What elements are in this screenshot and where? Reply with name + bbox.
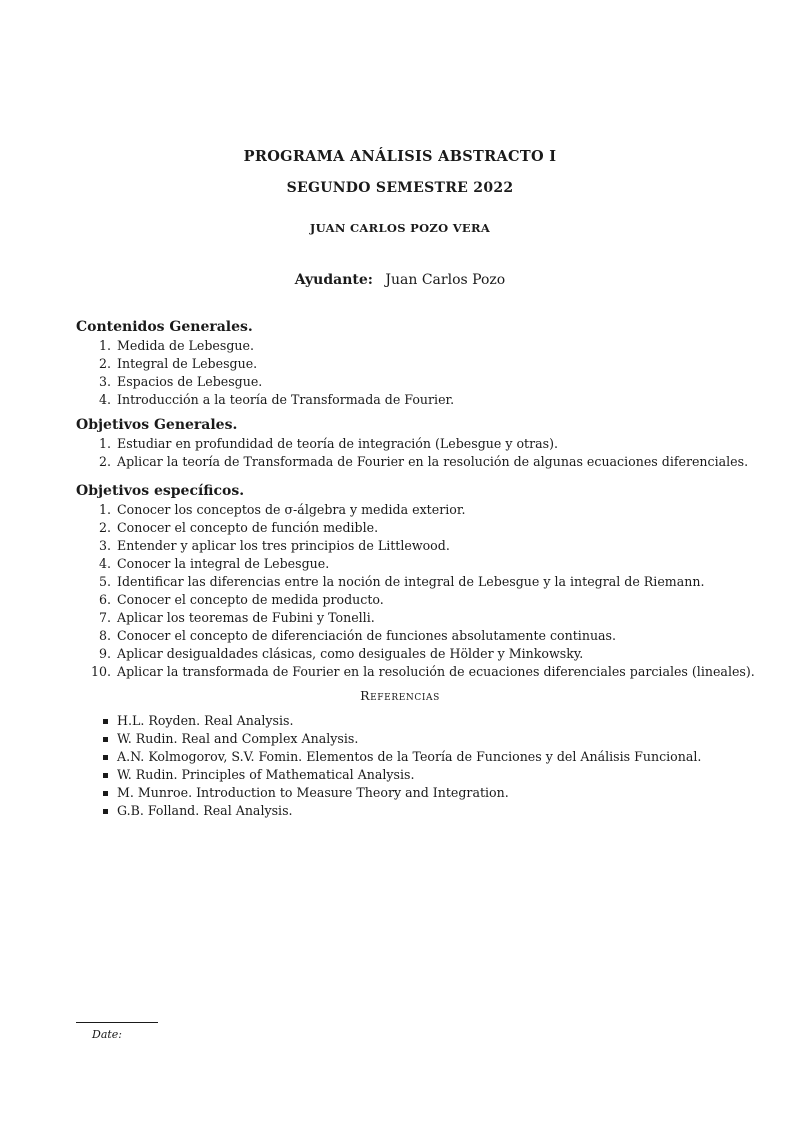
reference-text: G.B. Folland. Real Analysis.	[117, 803, 293, 818]
list-item	[76, 663, 755, 681]
reference-text: W. Rudin. Principles of Mathematical Analysis.	[117, 767, 415, 782]
ayudante-line	[0, 272, 800, 288]
list-item-text: Estudiar en profundidad de teoría de integración (Lebesgue y otras).	[117, 436, 559, 451]
section-contenidos-generales	[76, 318, 736, 409]
list-item-text: Medida de Lebesgue.	[117, 338, 254, 353]
ayudante-label: Ayudante:	[294, 272, 373, 288]
bullet-square-icon	[103, 755, 108, 760]
author-name: JUAN CARLOS POZO VERA	[309, 221, 491, 235]
reference-item	[100, 730, 701, 748]
reference-text: W. Rudin. Real and Complex Analysis.	[117, 731, 359, 746]
list-item-number: 5.	[98, 574, 111, 589]
list-item-number: 7.	[98, 610, 111, 625]
list-item-text: Aplicar la teoría de Transformada de Fourier en la resolución de algunas ecuaciones diferenciales.	[117, 454, 749, 469]
list-item-text: Entender y aplicar los tres principios de Littlewood.	[117, 538, 450, 553]
objetivos-generales-list	[76, 435, 749, 471]
list-item-number: 3.	[98, 538, 111, 553]
section-heading: Objetivos específicos.	[76, 483, 245, 499]
list-item	[76, 609, 736, 627]
document-title: PROGRAMA ANÁLISIS ABSTRACTO I	[243, 148, 557, 165]
list-item-number: 3.	[98, 374, 111, 389]
list-item-number: 1.	[98, 338, 111, 353]
list-item-text: Aplicar la transformada de Fourier en la resolución de ecuaciones diferenciales parciales (lineales).	[117, 664, 755, 679]
bullet-square-icon	[103, 737, 108, 742]
list-item-number: 9.	[98, 646, 111, 661]
reference-item	[100, 802, 701, 820]
section-objetivos-especificos	[76, 482, 755, 681]
list-item-number: 4.	[98, 556, 111, 571]
list-item-text: Conocer la integral de Lebesgue.	[117, 556, 330, 571]
contenidos-list	[76, 337, 736, 409]
list-item	[76, 591, 736, 609]
list-item-number: 1.	[98, 436, 111, 451]
reference-text: M. Munroe. Introduction to Measure Theory and Integration.	[117, 785, 509, 800]
reference-item	[100, 766, 701, 784]
list-item	[76, 501, 736, 519]
list-item	[76, 373, 736, 391]
bullet-square-icon	[103, 809, 108, 814]
bullet-square-icon	[103, 773, 108, 778]
list-item-text: Introducción a la teoría de Transformada de Fourier.	[117, 392, 455, 407]
list-item-number: 8.	[98, 628, 111, 643]
list-item	[76, 355, 736, 373]
list-item-text: Conocer el concepto de diferenciación de funciones absolutamente continuas.	[117, 628, 617, 643]
list-item	[76, 453, 749, 471]
list-item-number: 6.	[98, 592, 111, 607]
list-item-number: 2.	[98, 454, 111, 469]
reference-item	[100, 748, 701, 766]
reference-text: A.N. Kolmogorov, S.V. Fomin. Elementos de la Teoría de Funciones y del Análisis Funcional.	[117, 749, 702, 764]
list-item	[76, 337, 736, 355]
list-item-number: 4.	[98, 392, 111, 407]
list-item	[76, 555, 736, 573]
footnote-divider	[76, 1022, 158, 1023]
list-item-number: 2.	[98, 520, 111, 535]
objetivos-especificos-list	[76, 501, 755, 681]
footnote-date: Date:	[92, 1028, 123, 1041]
reference-item	[100, 784, 701, 802]
list-item-text: Conocer los conceptos de σ-álgebra y medida exterior.	[117, 502, 466, 517]
list-item	[76, 573, 736, 591]
bullet-square-icon	[103, 791, 108, 796]
list-item-text: Conocer el concepto de función medible.	[117, 520, 379, 535]
list-item	[76, 435, 736, 453]
ayudante-name: Juan Carlos Pozo	[385, 272, 506, 288]
list-item	[76, 391, 736, 409]
list-item-text: Espacios de Lebesgue.	[117, 374, 263, 389]
reference-item	[100, 712, 701, 730]
reference-text: H.L. Royden. Real Analysis.	[117, 713, 294, 728]
semester-title: SEGUNDO SEMESTRE 2022	[286, 180, 514, 196]
list-item-number: 2.	[98, 356, 111, 371]
list-item-number: 10.	[90, 664, 111, 679]
list-item	[76, 519, 736, 537]
list-item	[76, 537, 736, 555]
list-item-number: 1.	[98, 502, 111, 517]
referencias-list	[100, 712, 701, 820]
list-item-text: Aplicar desigualdades clásicas, como desiguales de Hölder y Minkowsky.	[117, 646, 584, 661]
section-heading: Contenidos Generales.	[76, 319, 253, 335]
list-item-text: Integral de Lebesgue.	[117, 356, 258, 371]
list-item	[76, 645, 736, 663]
list-item-text: Aplicar los teoremas de Fubini y Tonelli.	[117, 610, 375, 625]
list-item-text: Conocer el concepto de medida producto.	[117, 592, 384, 607]
list-item	[76, 627, 736, 645]
bullet-square-icon	[103, 719, 108, 724]
section-objetivos-generales	[76, 416, 749, 471]
section-heading: Objetivos Generales.	[76, 417, 238, 433]
referencias-heading: Referencias	[360, 688, 440, 703]
list-item-text: Identificar las diferencias entre la noción de integral de Lebesgue y la integral de Riemann.	[117, 574, 705, 589]
